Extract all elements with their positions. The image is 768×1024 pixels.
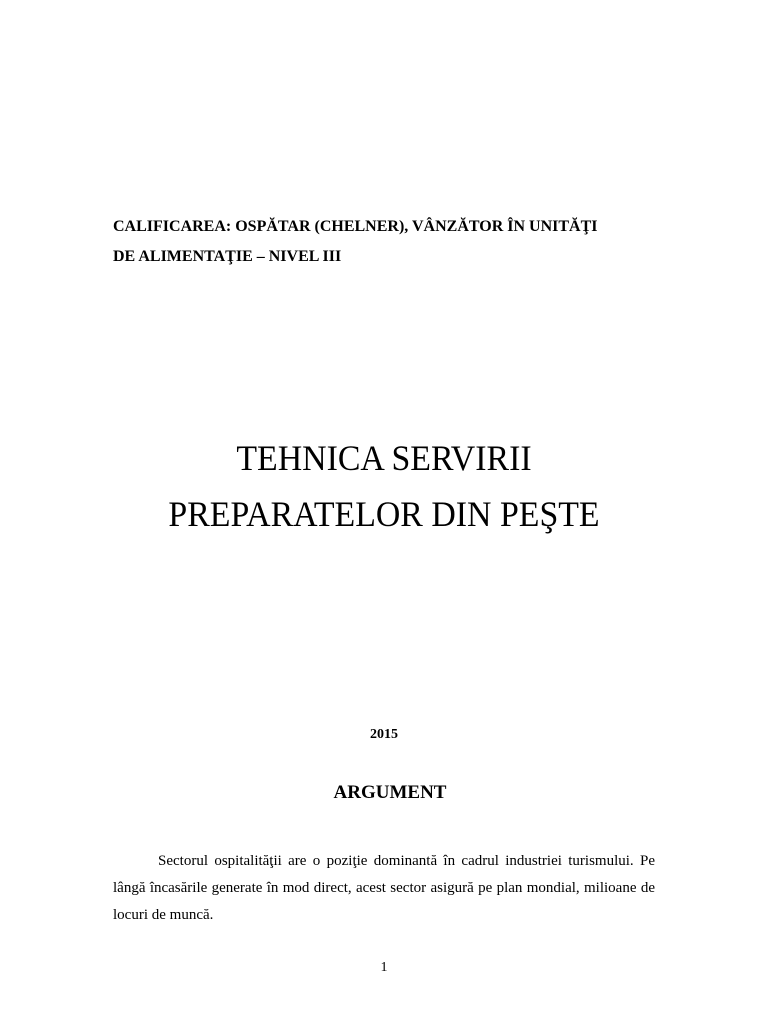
title-line-2: PREPARATELOR DIN PEŞTE bbox=[168, 494, 600, 534]
page-number: 1 bbox=[380, 960, 388, 975]
document-title bbox=[0, 430, 768, 542]
qualification-heading bbox=[113, 212, 673, 272]
paragraph-line-2: lângă încasările generate în mod direct, acest sector asigură pe plan mondial, milioane de bbox=[113, 880, 655, 896]
document-year: 2015 bbox=[370, 727, 398, 742]
qualification-line-1: CALIFICAREA: OSPĂTAR (CHELNER), VÂNZĂTOR ÎN UNITĂŢI bbox=[113, 218, 598, 235]
title-line-1: TEHNICA SERVIRII bbox=[236, 438, 532, 478]
body-paragraph bbox=[113, 848, 655, 929]
paragraph-line-3: locuri de muncă. bbox=[113, 907, 214, 923]
paragraph-line-1: Sectorul ospitalităţii are o poziţie dominantă în cadrul industriei turismului. Pe bbox=[158, 853, 655, 869]
qualification-line-2: DE ALIMENTAŢIE – NIVEL III bbox=[113, 248, 342, 265]
section-heading: ARGUMENT bbox=[333, 782, 447, 803]
